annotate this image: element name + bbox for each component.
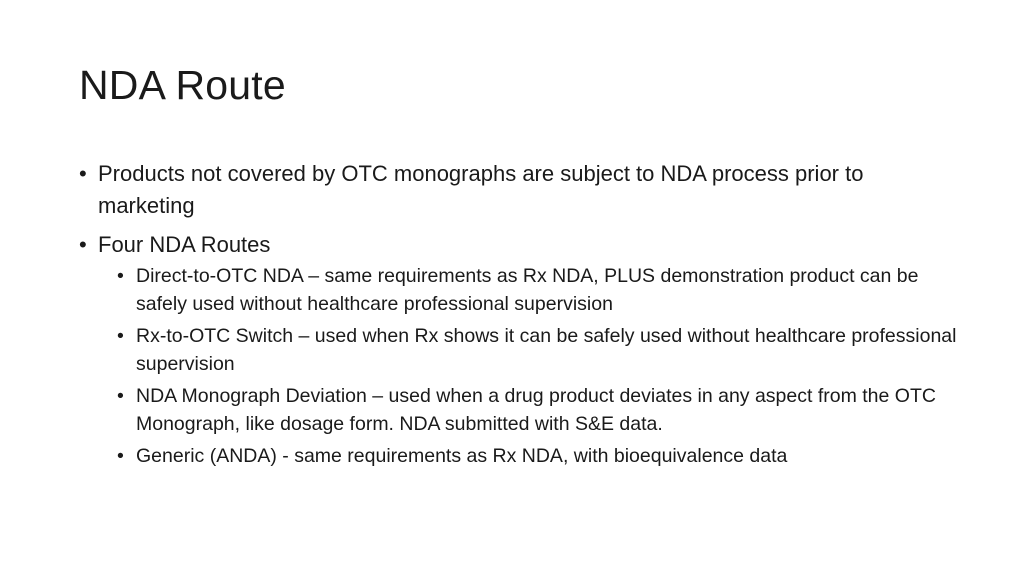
sub-bullet-icon: •: [117, 385, 124, 407]
sub-bullet-text: NDA Monograph Deviation – used when a drug product deviates in any aspect from the OTC Monograph, like dosage form. NDA submitted with S&E data.: [136, 385, 936, 435]
sub-bullet-icon: •: [117, 265, 124, 287]
bullet-text: Products not covered by OTC monographs are subject to NDA process prior to marketing: [98, 161, 864, 218]
sub-bullet-item-monograph-deviation: [98, 383, 959, 438]
sub-bullet-item-rx-to-otc: [98, 323, 959, 378]
bullet-item-routes: [79, 229, 959, 471]
sub-bullet-item-generic-anda: [98, 443, 959, 471]
sub-bullet-icon: •: [117, 325, 124, 347]
bullet-icon: •: [79, 161, 87, 186]
bullet-list: [79, 158, 959, 471]
sub-bullet-item-direct-to-otc: [98, 263, 959, 318]
sub-bullet-icon: •: [117, 445, 124, 467]
sub-bullet-text: Generic (ANDA) - same requirements as Rx NDA, with bioequivalence data: [136, 445, 788, 467]
bullet-item-products: [79, 158, 959, 222]
sub-bullet-text: Rx-to-OTC Switch – used when Rx shows it can be safely used without healthcare professional supervision: [136, 325, 957, 375]
sub-bullet-list: [98, 263, 959, 471]
sub-bullet-text: Direct-to-OTC NDA – same requirements as Rx NDA, PLUS demonstration product can be safely used without healthcare professional supervision: [136, 265, 919, 315]
bullet-icon: •: [79, 232, 87, 257]
bullet-text: Four NDA Routes: [98, 232, 271, 257]
slide-title: NDA Route: [79, 62, 286, 108]
slide-content: [79, 158, 959, 478]
